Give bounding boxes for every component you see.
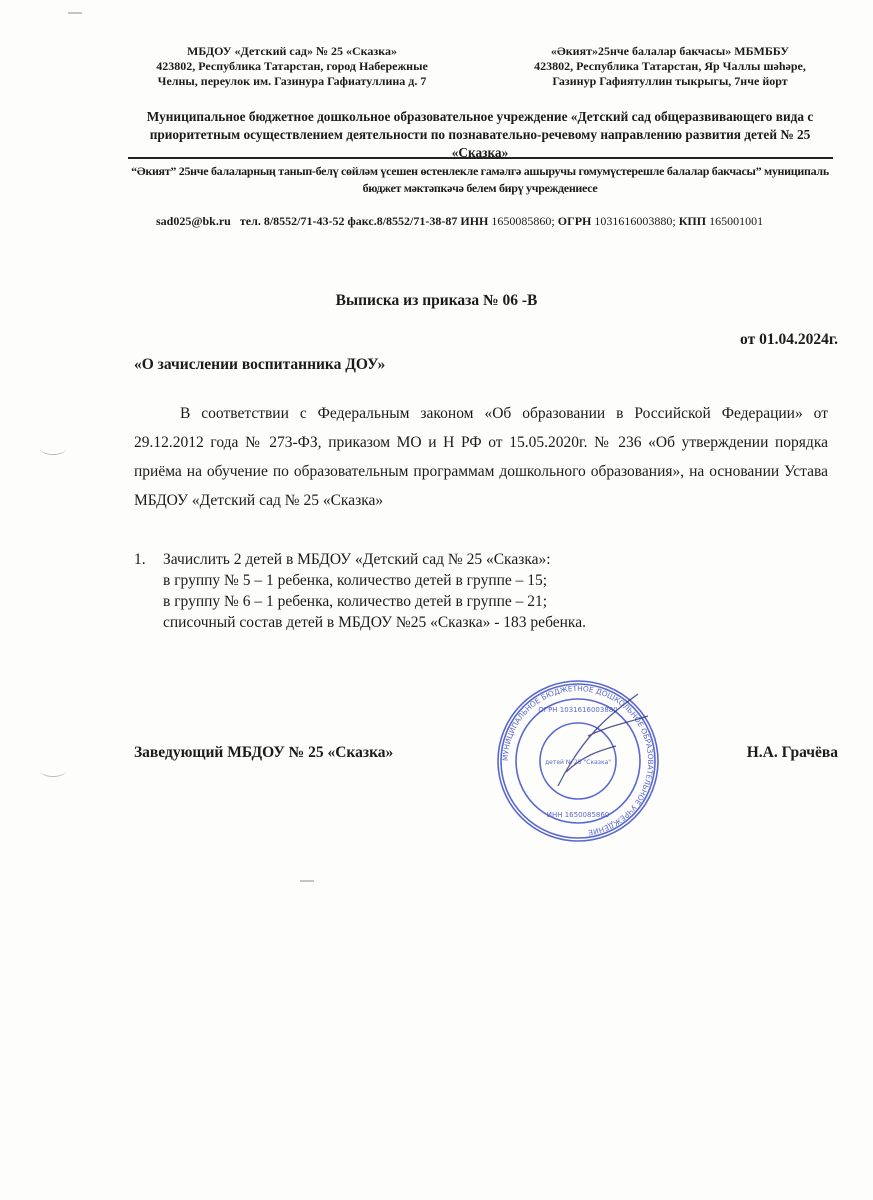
organization-full-name: Муниципальное бюджетное дошкольное образовательное учреждение «Детский сад общеразвивающего вида с приоритетным осуществлением деятельности по познавательно-речевому направлению развития детей № 25 «Сказка»	[146, 109, 814, 160]
header-right-line3: Газинур Гафиятуллин тыкрыгы, 7нче йорт	[552, 74, 788, 88]
list-item: в группу № 5 – 1 ребенка, количество детей в группе – 15;	[163, 572, 548, 589]
stamp-ogrn: ОГРН 1031616003880	[538, 706, 618, 714]
stamp-inn: ИНН 1650085860	[546, 811, 610, 819]
document-title: Выписка из приказа № 06 -В	[335, 292, 538, 309]
document-date: от 01.04.2024г.	[740, 331, 838, 348]
header-left-line3: Челны, переулок им. Газинура Гафиатуллина д. 7	[157, 74, 427, 88]
stamp-center-text: детей № 25 "Сказка"	[544, 759, 612, 766]
contact-kpp: 165001001	[709, 214, 764, 228]
document-subject: «О зачислении воспитанника ДОУ»	[134, 356, 386, 373]
header-left-block	[122, 44, 462, 89]
contact-ogrn-label: ОГРН	[557, 214, 592, 228]
contact-kpp-label: КПП	[678, 214, 707, 228]
list-item: Зачислить 2 детей в МБДОУ «Детский сад № 25 «Сказка»:	[163, 551, 551, 568]
document-paragraph: В соответствии с Федеральным законом «Об образовании в Российской Федерации» от 29.12.2012 года № 273-ФЗ, приказом МО и Н РФ от 15.05.2020г. № 236 «Об утверждении порядка приёма на обучение по образовательным программам дошкольного образования», на основании Устава МБДОУ «Детский сад № 25 «Сказка»	[134, 405, 828, 509]
list-item: списочный состав детей в МБДОУ №25 «Сказка» - 183 ребенка.	[163, 614, 586, 631]
contact-phone-fax: тел. 8/8552/71-43-52 факс.8/8552/71-38-87 ИНН	[239, 214, 489, 228]
header-left-line1: МБДОУ «Детский сад» № 25 «Сказка»	[187, 44, 397, 58]
contacts-line	[156, 214, 836, 229]
header-right-line2: 423802, Республика Татарстан, Яр Чаллы шәһәре,	[534, 59, 806, 73]
signer-name: Н.А. Грачёва	[746, 744, 838, 761]
header-right-block	[500, 44, 840, 89]
header-left-line2: 423802, Республика Татарстан, город Набережные	[156, 59, 428, 73]
punch-hole-mark	[40, 442, 66, 455]
scan-mark	[300, 880, 314, 882]
contact-inn: 1650085860;	[491, 214, 555, 228]
header-divider	[128, 157, 833, 159]
scan-mark	[68, 12, 82, 14]
list-item: в группу № 6 – 1 ребенка, количество детей в группе – 21;	[163, 593, 548, 610]
punch-hole-mark	[40, 764, 66, 777]
organization-tatar-name: “Әкият” 25нче балаларның танып-белү сөйләм үсешен өстенлекле гамәлгә ашыручы гомумүстерешле балалар бакчасы” муниципаль бюджет мәктәпкәчә белем бирү учреждениесе	[131, 164, 829, 195]
contact-email: sad025@bk.ru	[156, 214, 231, 228]
header-right-line1: «Әкият»25нче балалар бакчасы» МБМББУ	[550, 44, 790, 58]
list-number: 1.	[134, 551, 146, 568]
official-stamp	[488, 676, 668, 846]
order-list	[134, 549, 834, 633]
stamp-outer-text: МУНИЦИПАЛЬНОЕ БЮДЖЕТНОЕ ДОШКОЛЬНОЕ ОБРАЗОВАТЕЛЬНОЕ УЧРЕЖДЕНИЕ	[500, 683, 656, 838]
signer-position: Заведующий МБДОУ № 25 «Сказка»	[134, 744, 394, 761]
contact-ogrn: 1031616003880;	[594, 214, 676, 228]
